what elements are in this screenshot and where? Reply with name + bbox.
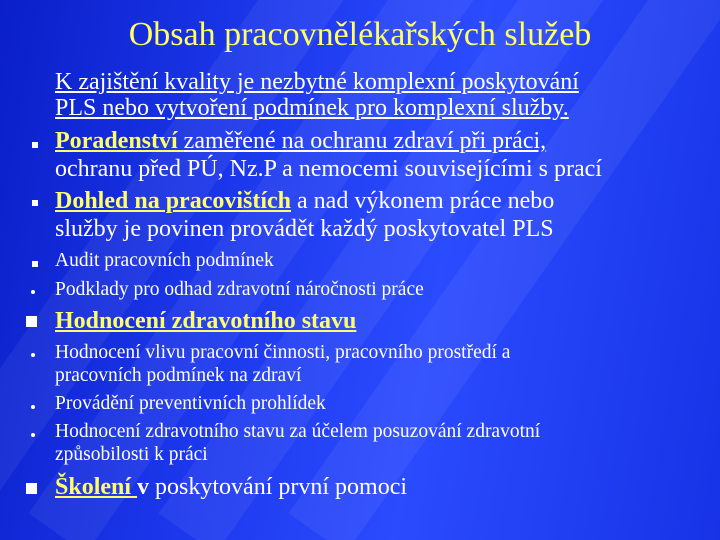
- skoleni-item: [55, 474, 407, 501]
- skoleni-rest: poskytování první pomoci: [149, 474, 408, 500]
- dohled-label: Dohled na pracovištích: [55, 188, 292, 214]
- bullet-square-icon: [32, 261, 38, 267]
- zpusobilost-line-1: Hodnocení zdravotního stavu za účelem posuzování zdravotní: [55, 421, 541, 442]
- podklady-item: Podklady pro odhad zdravotní náročnosti práce: [55, 279, 424, 300]
- zpusobilost-line-2: způsobilosti k práci: [55, 444, 208, 465]
- dohled-line-1: [55, 188, 554, 215]
- bullet-square-icon: [26, 483, 37, 494]
- bullet-dot-icon: [31, 405, 35, 409]
- bullet-square-icon: [32, 142, 38, 148]
- bullet-square-icon: [32, 200, 38, 206]
- poradenstvi-line-1: [55, 128, 546, 155]
- hodnoceni-vlivu-line-2: pracovních podmínek na zdraví: [55, 365, 302, 386]
- bullet-dot-icon: [31, 290, 35, 294]
- hodnoceni-vlivu-line-1: Hodnocení vlivu pracovní činnosti, pracovního prostředí a: [55, 342, 511, 363]
- skoleni-label: Školení: [55, 474, 138, 500]
- hodnoceni-heading: Hodnocení zdravotního stavu: [55, 308, 357, 334]
- skoleni-v: v: [137, 474, 150, 500]
- poradenstvi-line-2: ochranu před PÚ, Nz.P a nemocemi souvisejícími s prací: [55, 156, 602, 182]
- audit-item: Audit pracovních podmínek: [55, 250, 274, 271]
- bullet-square-icon: [26, 316, 37, 327]
- slide-title: Obsah pracovnělékařských služeb: [128, 16, 592, 53]
- bullet-dot-icon: [31, 433, 35, 437]
- poradenstvi-label: Poradenství: [55, 128, 184, 154]
- dohled-rest: a nad výkonem práce nebo: [291, 188, 555, 214]
- bullet-dot-icon: [31, 353, 35, 357]
- poradenstvi-rest: zaměřené na ochranu zdraví při práci,: [183, 128, 547, 154]
- intro-line-2: PLS nebo vytvoření podmínek pro komplexní služby.: [55, 95, 569, 121]
- dohled-line-2: služby je povinen provádět každý poskytovatel PLS: [55, 216, 554, 242]
- prohlidky-item: Provádění preventivních prohlídek: [55, 393, 326, 414]
- intro-line-1: K zajištění kvality je nezbytné komplexní poskytování: [55, 69, 579, 95]
